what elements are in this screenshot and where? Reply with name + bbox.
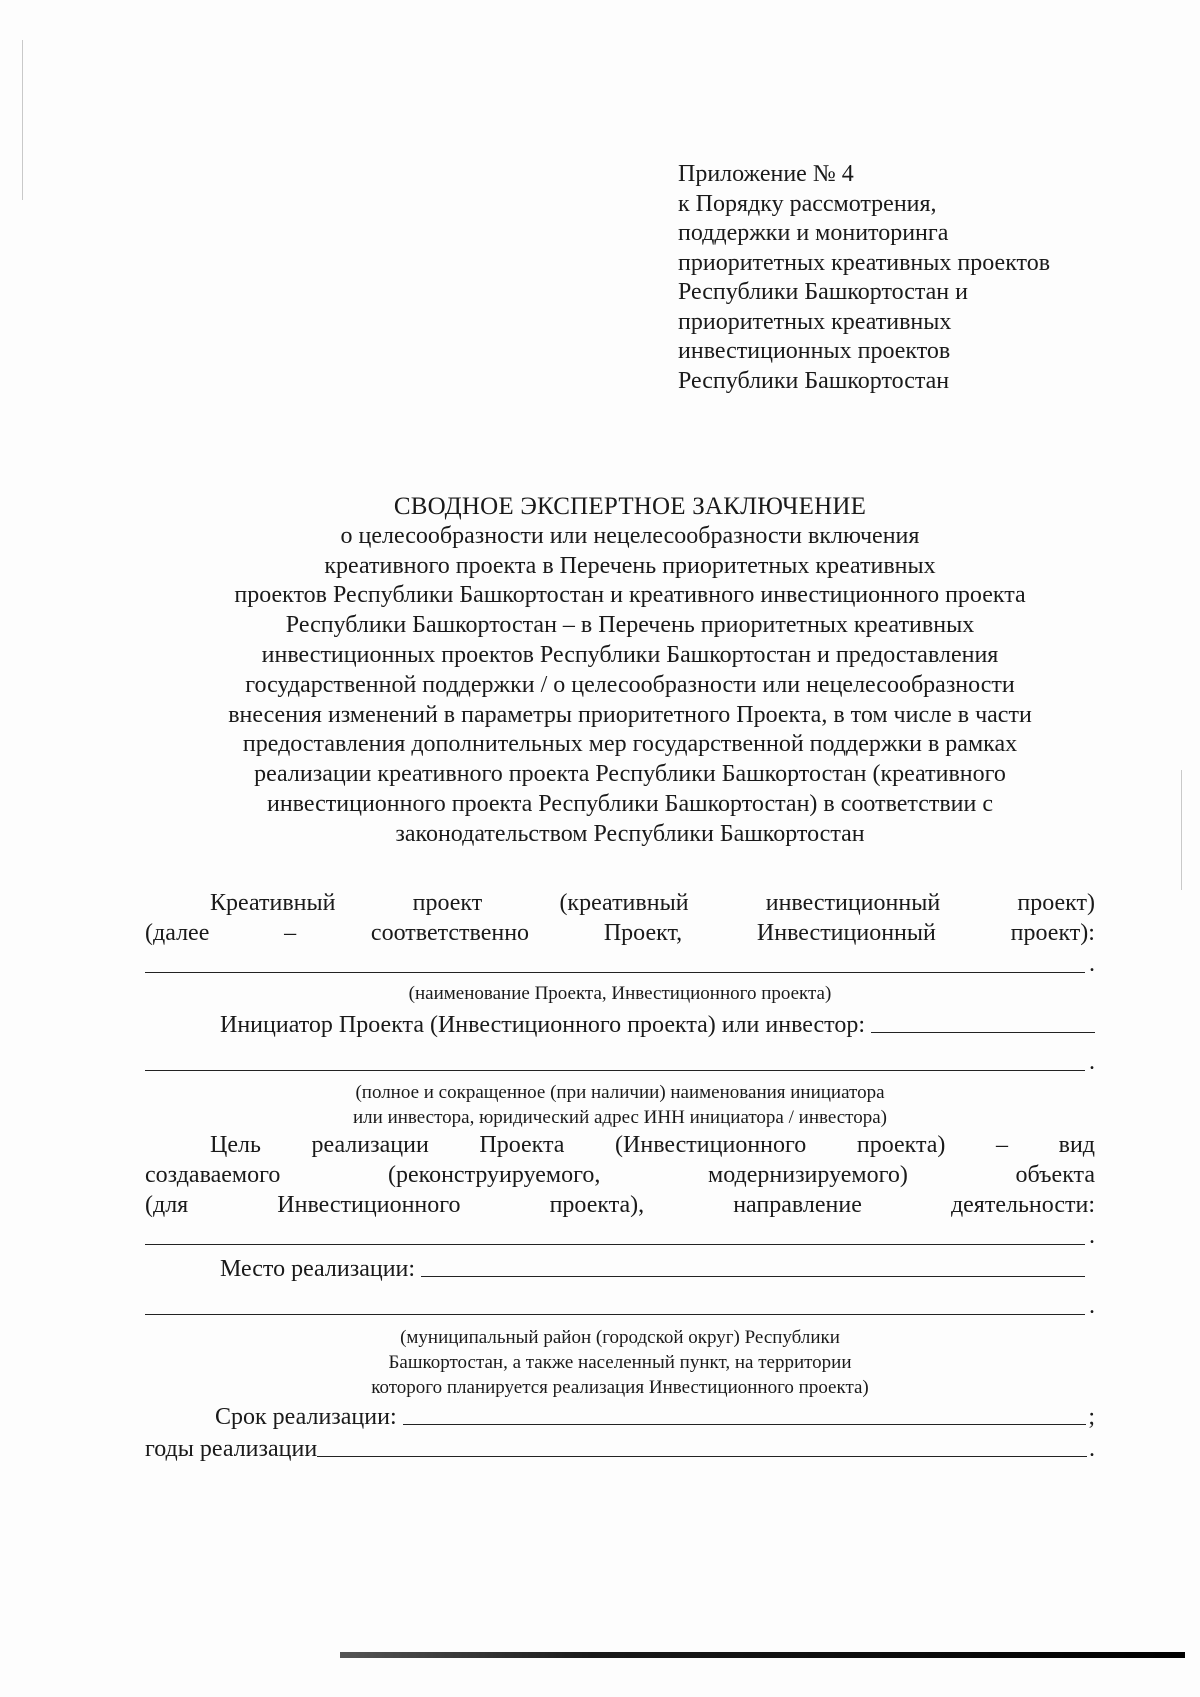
years-label: годы реализации	[145, 1436, 318, 1462]
place-field-line-2[interactable]	[145, 1290, 1095, 1320]
title-line: законодательством Республики Башкортостан	[395, 820, 865, 847]
appendix-line: приоритетных креативных	[678, 308, 952, 335]
appendix-line: приоритетных креативных проектов	[678, 249, 1051, 276]
appendix-reference	[678, 160, 1148, 396]
appendix-line: Приложение № 4	[678, 161, 854, 187]
line-end-period: .	[1089, 1223, 1095, 1249]
bottom-rule	[340, 1652, 1185, 1658]
line-end-period: .	[1089, 951, 1095, 977]
initiator-label: Инициатор Проекта (Инвестиционного проекта) или инвестор:	[220, 1012, 866, 1038]
term-row	[145, 1400, 1095, 1432]
line-end-period: .	[1089, 1293, 1095, 1319]
initiator-field-line-2[interactable]	[145, 1046, 1095, 1076]
fill-rule	[145, 1314, 1085, 1315]
goal-line-2: создаваемого (реконструируемого, модернизируемого) объекта	[145, 1162, 1095, 1188]
scan-artifact-left	[22, 40, 23, 200]
document-title	[140, 492, 1120, 850]
title-line: инвестиционных проектов Республики Башкортостан и предоставления	[261, 641, 999, 668]
appendix-line: Республики Башкортостан	[678, 367, 950, 394]
fill-rule	[145, 1244, 1085, 1245]
appendix-line: поддержки и мониторинга	[678, 220, 949, 246]
line-end-period: .	[1089, 1049, 1095, 1075]
title-line: предоставления дополнительных мер государственной поддержки в рамках	[242, 731, 1018, 758]
term-end: ;	[1088, 1404, 1095, 1430]
caption-initiator-2: или инвестора, юридический адрес ИНН инициатора / инвестора)	[353, 1107, 887, 1128]
project-intro-line-2: (далее – соответственно Проект, Инвестиционный проект):	[145, 920, 1095, 946]
appendix-line: инвестиционных проектов	[678, 338, 951, 364]
title-line: Республики Башкортостан – в Перечень приоритетных креативных	[285, 612, 975, 639]
project-intro-line-1: Креативный проект (креативный инвестиционный проект)	[210, 890, 1095, 916]
title-line: проектов Республики Башкортостан и креативного инвестиционного проекта	[234, 582, 1026, 609]
scan-artifact-right	[1181, 770, 1182, 890]
title-line: государственной поддержки / о целесообразности или нецелесообразности	[245, 671, 1015, 698]
caption-initiator-1: (полное и сокращенное (при наличии) наименования инициатора	[355, 1082, 885, 1103]
years-row	[145, 1432, 1095, 1464]
caption-project-name: (наименование Проекта, Инвестиционного проекта)	[408, 983, 832, 1004]
term-label: Срок реализации:	[215, 1404, 397, 1430]
place-field[interactable]	[421, 1276, 1085, 1277]
title-line: внесения изменений в параметры приоритетного Проекта, в том числе в части	[228, 701, 1032, 728]
fill-rule	[145, 1070, 1085, 1071]
caption-place-3: которого планируется реализация Инвестиционного проекта)	[371, 1377, 869, 1398]
place-label: Место реализации:	[220, 1256, 416, 1282]
title-line: реализации креативного проекта Республики Башкортостан (креативного	[254, 761, 1006, 788]
form-body	[145, 888, 1095, 1464]
goal-line-1: Цель реализации Проекта (Инвестиционного проекта) – вид	[210, 1132, 1095, 1158]
title-main: СВОДНОЕ ЭКСПЕРТНОЕ ЗАКЛЮЧЕНИЕ	[393, 493, 867, 520]
appendix-line: к Порядку рассмотрения,	[678, 190, 937, 217]
caption-place-1: (муниципальный район (городской округ) Республики	[400, 1327, 840, 1348]
project-name-field[interactable]	[145, 948, 1095, 978]
years-field[interactable]	[317, 1456, 1087, 1457]
goal-field[interactable]	[145, 1220, 1095, 1250]
title-line: креативного проекта в Перечень приоритетных креативных	[324, 552, 936, 579]
years-end: .	[1089, 1436, 1095, 1462]
title-line: о целесообразности или нецелесообразности включения	[340, 522, 920, 549]
term-field[interactable]	[403, 1424, 1087, 1425]
caption-place-2: Башкортостан, а также населенный пункт, на территории	[388, 1352, 852, 1373]
initiator-field[interactable]	[871, 1032, 1095, 1033]
appendix-line: Республики Башкортостан и	[678, 279, 968, 305]
place-row	[145, 1252, 1095, 1284]
title-line: инвестиционного проекта Республики Башкортостан) в соответствии с	[266, 790, 994, 817]
goal-line-3: (для Инвестиционного проекта), направление деятельности:	[145, 1192, 1095, 1218]
fill-rule	[145, 972, 1085, 973]
initiator-row	[145, 1008, 1095, 1040]
